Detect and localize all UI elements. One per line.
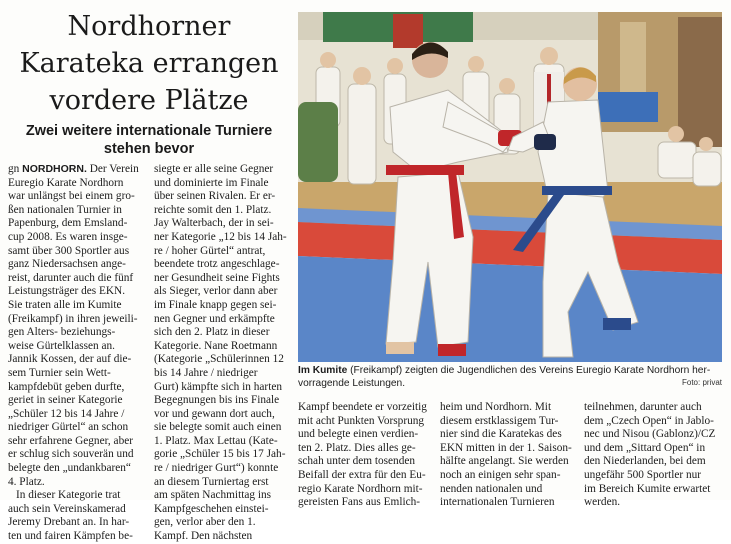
text-line: ßen nationalen Turnier in bbox=[8, 203, 122, 216]
text-line: gorie „Schüler 15 bis 17 Jah- bbox=[154, 448, 286, 461]
text-line: ner Kategorie „12 bis 14 Jah- bbox=[154, 230, 287, 243]
text-line: und belegte einen verdien- bbox=[298, 428, 419, 441]
text-line: Kampf beendete er vorzeitig bbox=[298, 401, 427, 413]
text-line: heim und Nordhorn. Mit bbox=[440, 401, 552, 413]
text-line: (Kategorie „Schülerinnen 12 bbox=[154, 353, 284, 366]
text-line: weise Gürtelklassen an. bbox=[8, 339, 115, 352]
text-line: im Bereich Kumite erwartet bbox=[584, 482, 711, 495]
text-line: über seinen Rivalen. Er er- bbox=[154, 190, 276, 203]
text-line: auch sein Vereinskamerad bbox=[8, 502, 126, 515]
text-line: beendete trotz angeschlage- bbox=[154, 258, 280, 271]
text-line: re / niedriger Gurt“) konnte bbox=[154, 462, 279, 475]
text-line: Begegnungen bis ins Finale bbox=[154, 394, 280, 407]
text-line: gen Alters- beziehungs- bbox=[8, 326, 116, 339]
text-line: ner Gesundheit seine Fights bbox=[154, 271, 280, 284]
text-line: 4. Platz. bbox=[8, 475, 45, 488]
text-line: internationalen Turnieren bbox=[440, 496, 555, 509]
text-line: schah unter dem tosenden bbox=[298, 455, 416, 468]
text-line: Der Verein bbox=[89, 163, 139, 175]
article-column-4 bbox=[440, 401, 578, 510]
subheadline-line: stehen bevor bbox=[103, 141, 195, 157]
photo-caption bbox=[298, 365, 722, 390]
text-line: Sie traten alle im Kumite bbox=[8, 298, 122, 311]
caption-line-2: vorragende Leistungen. bbox=[298, 377, 406, 389]
text-line: (Freikampf) in ihren jeweili- bbox=[8, 312, 138, 325]
photo-credit: Foto: privat bbox=[681, 378, 722, 387]
text-line: reichte somit den 1. Platz. bbox=[154, 203, 272, 216]
text-line: als Sieger, verlor dann aber bbox=[154, 285, 278, 298]
text-line: nec und Nisou (Gablonz)/CZ bbox=[584, 428, 716, 441]
text-line: „Schüler 12 bis 14 Jahre / bbox=[8, 407, 125, 420]
text-line: dem „Czech Open“ in Jablo- bbox=[584, 414, 714, 427]
text-line: hälfte angelangt. Sie werden bbox=[440, 455, 569, 468]
text-line: er schlug sich souverän und bbox=[8, 448, 134, 461]
text-line: im Finale knapp gegen sei- bbox=[154, 298, 277, 311]
text-line: Beifall der extra für den Eu- bbox=[298, 468, 426, 481]
text-line: Jeremy Drebant an. In har- bbox=[8, 516, 130, 529]
text-line: sich den 2. Platz in dieser bbox=[154, 326, 270, 339]
text-line: In dieser Kategorie trat bbox=[16, 489, 121, 502]
text-line: ganz Niedersachsen ange- bbox=[8, 258, 126, 271]
text-line: werden. bbox=[584, 496, 621, 509]
text-line: noch an einigen sehr span- bbox=[440, 468, 561, 481]
text-line: Papenburg, dem Emsland- bbox=[8, 217, 128, 230]
text-line: kampfdebüt geben durfte, bbox=[8, 380, 125, 393]
text-line: Leistungsträger des EKN. bbox=[8, 285, 126, 298]
text-line: sie belegte somit auch einen bbox=[154, 421, 282, 434]
text-line: und dem „Sittard Open“ in bbox=[584, 441, 706, 454]
headline-line: Nordhorner bbox=[67, 11, 231, 42]
text-line: belegte den „undankbaren“ bbox=[8, 462, 131, 475]
caption-line bbox=[298, 365, 722, 378]
text-line: EKN mitten in der 1. Saison- bbox=[440, 441, 572, 454]
text-line: Jay Walterbach, der in sei- bbox=[154, 217, 274, 230]
dateline-prefix: gn bbox=[8, 163, 20, 175]
dateline-line bbox=[8, 163, 150, 177]
text-line: war unlängst bei einem gro- bbox=[8, 190, 135, 203]
text-line: an diesem Turniertag erst bbox=[154, 475, 269, 488]
text-line: re / hoher Gürtel“ antrat, bbox=[154, 244, 266, 257]
text-line: niedriger Gürtel“ an schon bbox=[8, 421, 129, 434]
text-line: sem Turnier sein Wett- bbox=[8, 366, 111, 379]
article-column-3 bbox=[298, 401, 436, 510]
karate-photo bbox=[298, 12, 722, 362]
text-line: gen, verlor aber den 1. bbox=[154, 516, 256, 529]
text-line: cup 2008. Es waren insge- bbox=[8, 230, 128, 243]
subheadline-line: Zwei weitere internationale Turniere bbox=[25, 123, 273, 139]
subheadline bbox=[8, 122, 290, 158]
text-line: mit acht Punkten Vorsprung bbox=[298, 414, 425, 427]
dateline-place: NORDHORN. bbox=[22, 163, 87, 175]
text-line: sehr erfahrene Gegner, aber bbox=[8, 434, 133, 447]
text-line: Jannik Kossen, der auf die- bbox=[8, 353, 132, 366]
text-line: ungefähr 500 Sportler nur bbox=[584, 468, 702, 481]
article-column-2 bbox=[154, 163, 294, 544]
headline-line: Karateka errangen bbox=[19, 48, 279, 79]
text-line: regio Karate Nordhorn mit- bbox=[298, 482, 423, 495]
text-line: Kampfgeschehen einstei- bbox=[154, 502, 269, 515]
headline-line: vordere Plätze bbox=[49, 85, 249, 116]
caption-bold: Im Kumite bbox=[298, 365, 348, 376]
text-line: geriet in seiner Kategorie bbox=[8, 394, 123, 407]
text-line: siegte er alle seine Gegner bbox=[154, 163, 274, 175]
text-line: Gurt) kämpfte sich in harten bbox=[154, 380, 282, 393]
caption-text: (Freikampf) zeigten die Jugendlichen des Vereins Euregio Karate Nordhorn her- bbox=[347, 365, 711, 376]
text-line: bis 14 Jahre / niedriger bbox=[154, 366, 258, 379]
text-line: den Niederlanden, bei dem bbox=[584, 455, 706, 468]
text-line: Euregio Karate Nordhorn bbox=[8, 176, 124, 189]
karate-photo-image bbox=[298, 12, 722, 362]
text-line: vor und gewann dort auch, bbox=[154, 407, 275, 420]
article-column-5 bbox=[584, 401, 722, 510]
text-line: reist, darunter auch die fünf bbox=[8, 271, 134, 284]
text-line: nier sind die Karatekas des bbox=[440, 428, 562, 441]
article-column-1 bbox=[8, 163, 150, 544]
text-line: ten 2. Platz. Dies alles ge- bbox=[298, 441, 416, 454]
text-line: und dominierte im Finale bbox=[154, 176, 269, 189]
text-line: gereisten Fans aus Emlich- bbox=[298, 496, 421, 509]
text-line: ten und fairen Kämpfen be- bbox=[8, 530, 133, 543]
text-line: nen Gegner und erkämpfte bbox=[154, 312, 275, 325]
headline bbox=[8, 8, 290, 119]
text-line: am späten Nachmittag ins bbox=[154, 489, 272, 502]
text-line: Kampf. Den nächsten bbox=[154, 530, 253, 543]
text-line: 1. Platz. Max Lettau (Kate- bbox=[154, 434, 278, 447]
text-line: Kategorie. Nane Roetmann bbox=[154, 339, 278, 352]
text-line: samt über 300 Sportler aus bbox=[8, 244, 130, 257]
text-line: nenden nationalen und bbox=[440, 482, 543, 495]
text-line: teilnehmen, darunter auch bbox=[584, 401, 702, 413]
text-line: diesem erstklassigem Tur- bbox=[440, 414, 559, 427]
